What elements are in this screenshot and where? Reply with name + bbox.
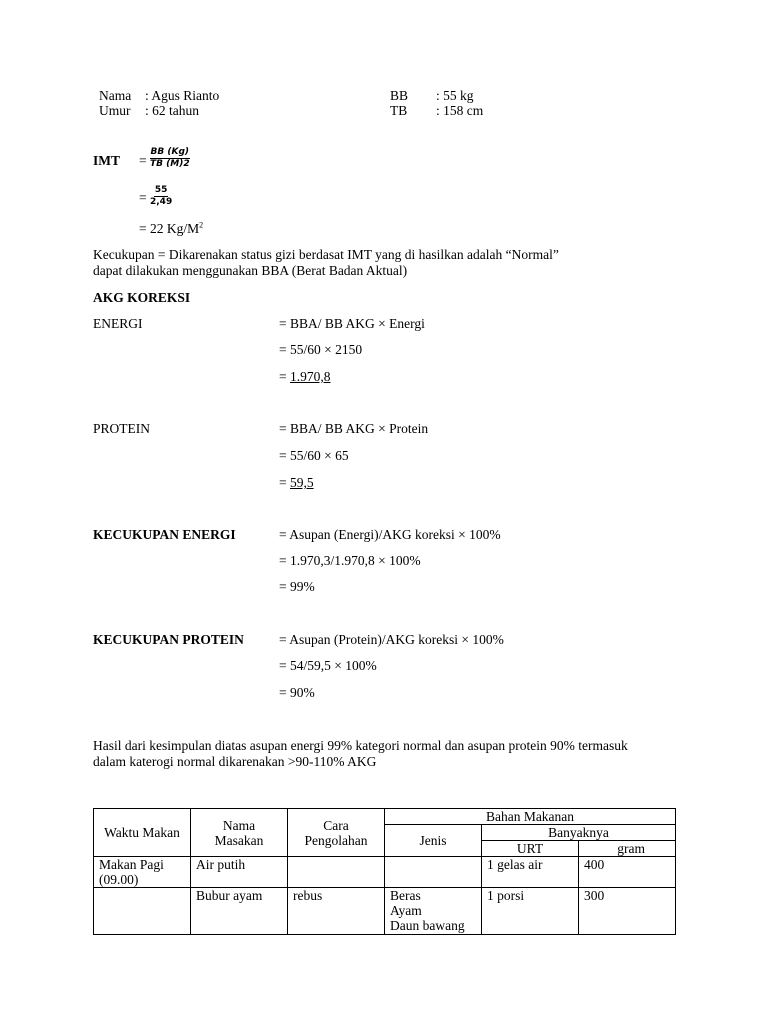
cell-waktu-line-2: (09.00) [99,872,139,887]
cell-nama-masakan: Bubur ayam [191,888,288,935]
header-urt: URT [482,841,579,857]
cell-cara: rebus [288,888,385,935]
jenis-item: Daun bawang [390,918,465,933]
table-row [94,857,676,888]
imt-result [139,221,203,237]
imt-fraction-1-denominator: TB (M)2 [150,159,190,169]
imt-fraction-1-numerator: BB (Kg) [150,147,190,157]
energi-result [279,369,331,385]
protein-result-value: 59,5 [290,475,314,490]
cell-waktu [94,857,191,888]
imt-result-text: = 22 Kg/M [139,221,200,236]
cell-waktu [94,888,191,935]
energi-formula: = BBA/ BB AKG × Energi [279,316,425,331]
header-cara-line-1: Cara [323,817,349,833]
protein-label: PROTEIN [93,421,150,436]
protein-calculation: = 55/60 × 65 [279,448,349,463]
energi-result-prefix: = [279,369,290,384]
bb-value: : 55 kg [436,88,474,103]
header-jenis: Jenis [385,825,482,857]
header-gram: gram [579,841,676,857]
imt-label: IMT [93,153,120,168]
table-row [94,888,676,935]
kecukupan-protein-calculation: = 54/59,5 × 100% [279,658,377,673]
cell-gram: 300 [579,888,676,935]
cell-jenis [385,888,482,935]
table-header-row [94,809,676,825]
nama-label: Nama [99,88,132,103]
header-cara-pengolahan [288,809,385,857]
imt-fraction-1 [149,147,191,170]
protein-result [279,475,314,491]
header-nama-line-1: Nama [222,817,256,833]
header-banyaknya: Banyaknya [482,825,676,841]
cell-gram: 400 [579,857,676,888]
nama-value: : Agus Rianto [145,88,220,103]
conclusion-line-2: dalam katerogi normal dikarenakan >90-110% AKG [93,754,377,769]
kecukupan-protein-formula: = Asupan (Protein)/AKG koreksi × 100% [279,632,504,647]
imt-fraction-2-numerator: 55 [154,185,168,195]
kecukupan-energi-label: KECUKUPAN ENERGI [93,527,236,542]
imt-equals-1: = [139,153,147,168]
imt-equals-2: = [139,190,147,205]
cell-nama-masakan: Air putih [191,857,288,888]
akg-koreksi-heading: AKG KOREKSI [93,290,191,305]
jenis-item: Ayam [390,903,422,918]
header-nama-masakan [191,809,288,857]
protein-result-prefix: = [279,475,290,490]
energi-calculation: = 55/60 × 2150 [279,342,363,357]
protein-formula: = BBA/ BB AKG × Protein [279,421,429,436]
menu-table [93,808,676,935]
imt-fraction-2-denominator: 2,49 [150,197,173,207]
cell-cara [288,857,385,888]
umur-value: : 62 tahun [145,103,199,118]
kecukupan-note-line-1: Kecukupan = Dikarenakan status gizi berdasat IMT yang di hasilkan adalah “Normal” [93,247,559,262]
tb-value: : 158 cm [436,103,484,118]
imt-result-superscript: 2 [199,220,204,230]
header-bahan-makanan: Bahan Makanan [385,809,676,825]
umur-label: Umur [99,103,131,118]
cell-waktu-line-1: Makan Pagi [99,857,164,872]
energi-label: ENERGI [93,316,143,331]
kecukupan-protein-label: KECUKUPAN PROTEIN [93,632,244,647]
conclusion-line-1: Hasil dari kesimpulan diatas asupan energi 99% kategori normal dan asupan protein 90% termasuk [93,738,628,753]
kecukupan-energi-formula: = Asupan (Energi)/AKG koreksi × 100% [279,527,501,542]
header-waktu-makan: Waktu Makan [94,809,191,857]
kecukupan-energi-calculation: = 1.970,3/1.970,8 × 100% [279,553,421,568]
header-nama-line-2: Masakan [214,832,264,848]
kecukupan-energi-result: = 99% [279,579,315,594]
header-cara-line-2: Pengolahan [304,832,368,848]
jenis-item: Beras [390,888,421,903]
kecukupan-protein-result: = 90% [279,685,315,700]
imt-fraction-2 [149,185,173,208]
tb-label: TB [390,103,408,118]
cell-jenis [385,857,482,888]
kecukupan-note-line-2: dapat dilakukan menggunakan BBA (Berat Badan Aktual) [93,263,408,278]
cell-urt: 1 gelas air [482,857,579,888]
energi-result-value: 1.970,8 [290,369,331,384]
bb-label: BB [390,88,409,103]
cell-urt: 1 porsi [482,888,579,935]
